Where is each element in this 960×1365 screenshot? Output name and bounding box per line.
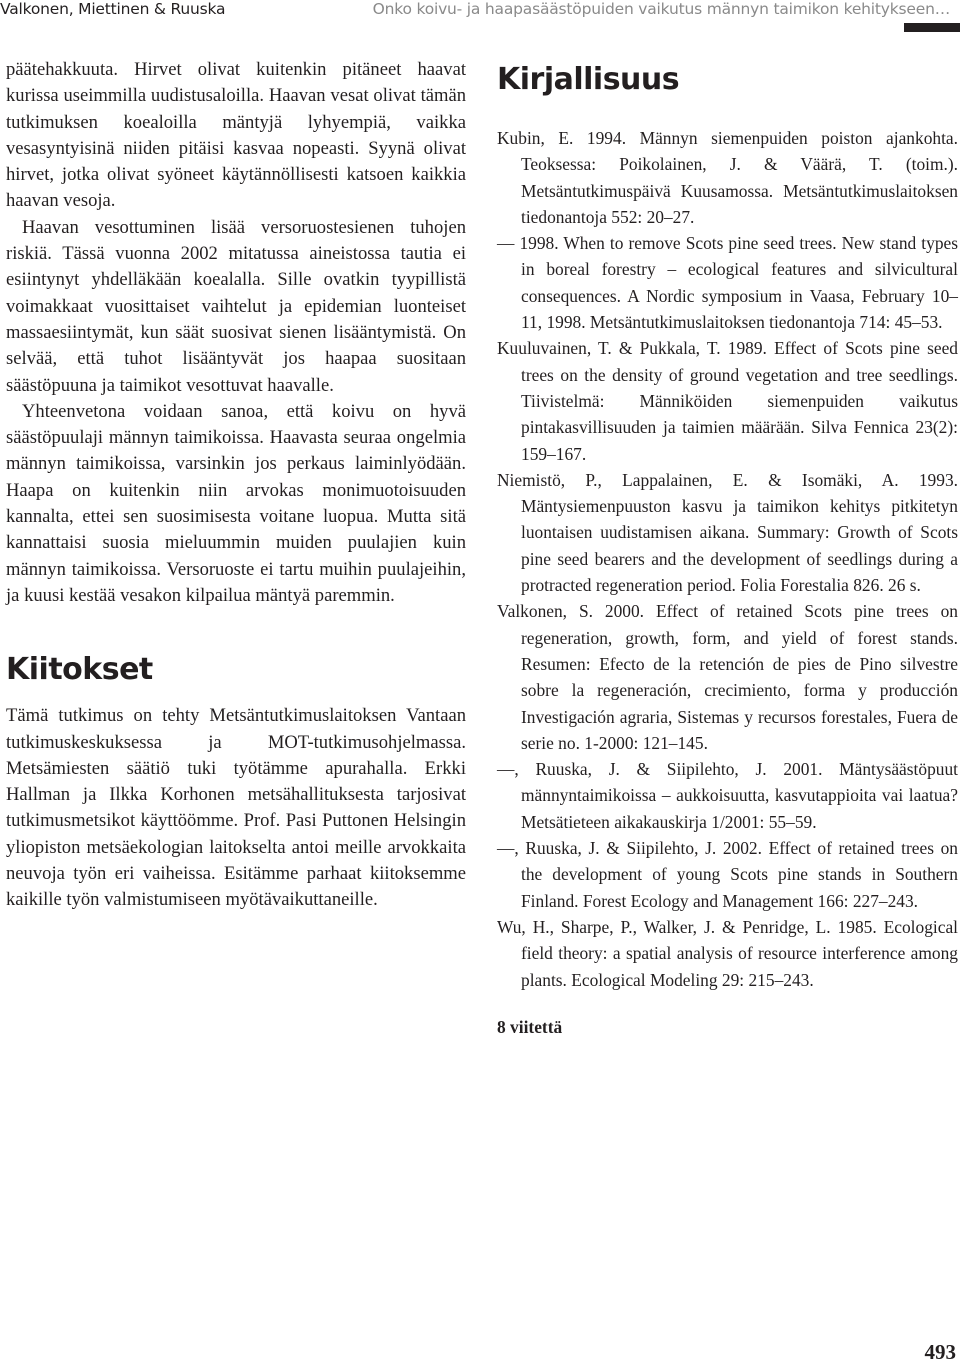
right-column (497, 57, 958, 1038)
reference-item: —, Ruuska, J. & Siipilehto, J. 2001. Mäntysäästöpuut männyntaimikoissa – aukkoisuutta, kasvutappioita vai laatua? Metsätieteen aikakauskirja 1/2001: 55–59. (497, 759, 958, 832)
running-header (0, 0, 960, 24)
left-column (6, 57, 466, 914)
reference-item: —, Ruuska, J. & Siipilehto, J. 2002. Effect of retained trees on the development of young Scots pine stands in Southern Finland. Forest Ecology and Management 166: 227–243. (497, 838, 958, 911)
reference-list (497, 125, 958, 993)
reference-count: 8 viitettä (497, 1016, 563, 1037)
header-article-title: Onko koivu- ja haapasäästöpuiden vaikutus männyn taimikon kehitykseen… (372, 0, 950, 18)
reference-item: — 1998. When to remove Scots pine seed trees. New stand types in boreal forestry – ecological features and silvicultural consequences. A Nordic symposium in Vaasa, February 10–11, 1998. Metsäntutkimuslaitoksen tiedonantoja 714: 45–53. (497, 233, 958, 333)
acknowledgements-text: Tämä tutkimus on tehty Metsäntutkimuslaitoksen Vantaan tutkimuskeskuksessa ja MOT-tutkimusohjelmassa. Metsämiesten säätiö tuki työtämme apurahalla. Erkki Hallman ja Ilkka Korhonen metsähallituksesta tarjosivat tutkimusmetsikot käyttöömme. Prof. Pasi Puttonen Helsingin yliopiston metsäekologian laitokselta antoi meille arvokkaita neuvoja työn eri vaiheissa. Esitämme parhaat kiitoksemme kaikille työn valmistumiseen myötävaikuttaneille. (6, 705, 466, 911)
header-bar (904, 23, 960, 32)
acknowledgements-heading: Kiitokset (6, 652, 153, 688)
header-authors: Valkonen, Miettinen & Ruuska (0, 0, 226, 18)
body-paragraph-3: Yhteenvetona voidaan sanoa, että koivu on hyvä säästöpuulaji männyn taimikoissa. Haavasta seuraa ongelmia männyn taimikoissa, varsinkin jos perkaus laiminlyödään. Haapa on kuitenkin niin arvokas monimuotoisuuden kannalta, ettei sen suosimisesta voitane luopua. Mutta sitä kannattaisi suosia mieluummin muiden puulajien kuin männyn taimikoissa. Versoruoste ei tartu muihin puulajeihin, ja kuusi kestää vesakon kilpailua mäntyä paremmin. (6, 400, 466, 606)
reference-item: Valkonen, S. 2000. Effect of retained Scots pine trees on regeneration, growth, form, and yield of forest stands. Resumen: Efecto de la retención de pies de Pino silvestre sobre la regeneración, crecimiento, forma y producción Investigación agraria, Sistemas y recursos forestales, Fuera de serie no. 1-2000: 121–145. (497, 601, 958, 753)
body-paragraph-2: Haavan vesottuminen lisää versoruostesienen tuhojen riskiä. Tässä vuonna 2002 mitatussa aineistossa tautia ei esiintynyt yhdelläkään koealalla. Sille ovatkin tyypillistä voimakkaat vuosittaiset vaihtelut ja epidemian luonteiset massaesiintymät, kun säät suosivat sienen lisääntymistä. On selvää, että tuhot lisääntyvät jos haapaa suositaan säästöpuuna ja taimikot vesottuvat haavalle. (6, 216, 466, 396)
reference-item: Wu, H., Sharpe, P., Walker, J. & Penridge, L. 1985. Ecological field theory: a spatial analysis of resource interference among plants. Ecological Modeling 29: 215–243. (497, 916, 958, 990)
page-number: 493 (924, 1340, 956, 1364)
reference-item: Kuuluvainen, T. & Pukkala, T. 1989. Effect of Scots pine seed trees on the density of ground vegetation and tree seedlings. Tiivistelmä: Männiköiden siemenpuiden vaikutus pintakasvillisuuden ja taimien määrään. Silva Fennica 23(2): 159–167. (497, 338, 958, 464)
reference-item: Kubin, E. 1994. Männyn siemenpuiden poiston ajankohta. Teoksessa: Poikolainen, J. & Väärä, T. (toim.). Metsäntutkimuspäivä Kuusamossa. Metsäntutkimuslaitoksen tiedonantoja 552: 20–27. (497, 128, 958, 227)
body-paragraph-1: päätehakkuuta. Hirvet olivat kuitenkin pitäneet haavat kurissa useimmilla uudistusaloilla. Haavan vesat olivat tämän tutkimuksen koealoilla mäntyjä lyhyempiä, vaikka vesasyntyisinä niiden pitäisi kasvaa nopeasti. Syynä olivat hirvet, jotka olivat syöneet käytännöllisesti katsoen kaikkia haavan vesoja. (6, 59, 466, 212)
reference-item: Niemistö, P., Lappalainen, E. & Isomäki, A. 1993. Mäntysiemenpuuston kasvu ja taimikon kehitys pitkitetyn luontaisen uudistamisen aikana. Summary: Growth of Scots pine seed bearers and the development of seedlings during a protracted regeneration period. Folia Forestalia 826. 26 s. (497, 469, 958, 596)
references-heading: Kirjallisuus (497, 62, 680, 97)
